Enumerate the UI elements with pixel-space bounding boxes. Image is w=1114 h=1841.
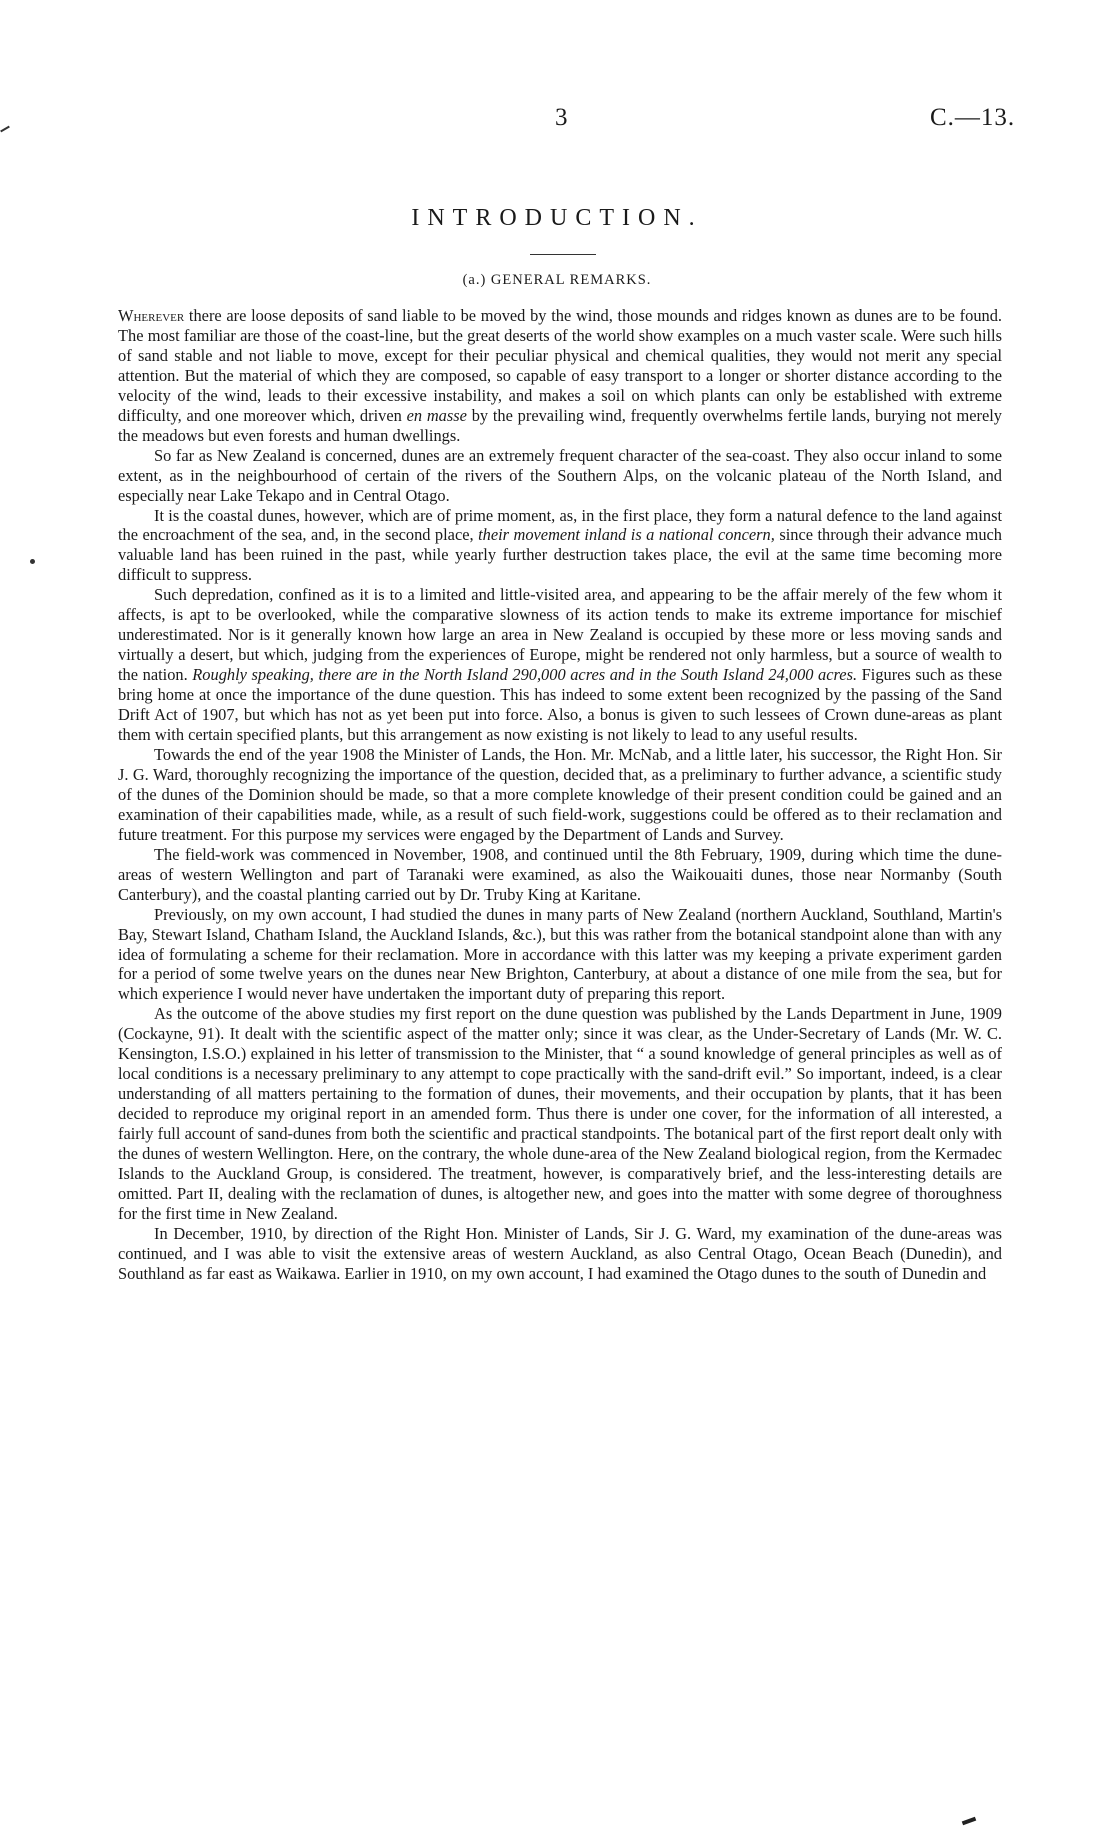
body-text: [118, 306, 1002, 1284]
paragraph-text: there are loose deposits of sand liable to be moved by the wind, those mounds and ridges known as dunes are to be found. The most familiar are those of the coast-line, but the great deserts of the world show examples on a much vaster scale. Were such hills of sand stable and not liable to move, except for their peculiar physical and chemical qualities, they would not merit any special attention. But the material of which they are composed, so capable of easy transport to a longer or shorter distance according to the velocity of the wind, leads to their excessive instability, and makes a soil on which plants can only be established with extreme difficulty, and one moreover which, driven: [118, 306, 1002, 425]
page-number: 3: [555, 104, 569, 131]
paragraph-text: by the prevailing wind, frequently overwhelms fertile lands, burying not merely the meadows but even forests and human dwellings.: [118, 405, 1002, 445]
italic-phrase: Roughly speaking, there are in the North Island 290,000 acres and in the South Island 24,000 acres.: [192, 665, 858, 685]
title-rule: [530, 254, 596, 255]
page-title: INTRODUCTION.: [411, 205, 703, 231]
paragraph-text: As the outcome of the above studies my first report on the dune question was published by the Lands Department in June, 1909 (Cockayne, 91). It dealt with the scientific aspect of the matter only; since it was clear, as the Under-Secretary of Lands (Mr. W. C. Kensington, I.S.O.) explained in his letter of transmission to the Minister, that “ a sound knowledge of general principles as well as of local conditions is a necessary preliminary to any attempt to cope practically with the sand-drift evil.” So important, indeed, is a clear understanding of all matters pertaining to the formation of dunes, their movements, and their occupation by plants, that it has been decided to reproduce my original report in an amended form. Thus there is under one cover, for the information of all interested, a fairly full account of sand-dunes from both the scientific and practical standpoints. The botanical part of the first report dealt only with the dunes of western Wellington. Here, on the contrary, the whole dune-area of the New Zealand biological region, from the Kermadec Islands to the Auckland Group, is considered. The treatment, however, is comparatively brief, and the less-interesting details are omitted. Part II, dealing with the reclamation of dunes, is altogether new, and goes into the matter with some degree of thoroughness for the first time in New Zealand.: [118, 1004, 1002, 1223]
paragraph-text: So far as New Zealand is concerned, dunes are an extremely frequent character of the sea-coast. They also occur inland to some extent, as in the neighbourhood of certain of the rivers of the Southern Alps, on the volcanic plateau of the North Island, and especially near Lake Tekapo and in Central Otago.: [118, 445, 1002, 505]
margin-pen-mark: [0, 126, 10, 133]
paragraph-text: since through their advance much valuable land has been ruined in the past, while yearly further destruction takes place, the evil at the same time becoming more difficult to suppress.: [118, 525, 1002, 585]
paragraph: [118, 845, 1002, 905]
paragraph-text: It is the coastal dunes, however, which are of prime moment, as, in the first place, they form a natural defence to the land against the encroachment of the sea, and, in the second place,: [118, 505, 1002, 545]
paragraph-text: Figures such as these bring home at once the importance of the dune question. This has indeed to some extent been recognized by the passing of the Sand Drift Act of 1907, but which has not as yet been put into force. Also, a bonus is given to such lessees of Crown dune-areas as plant them with certain specified plants, but this arrangement as now existing is not likely to lead to any useful results.: [118, 665, 1002, 745]
lead-word: Wherever: [118, 306, 185, 325]
paragraph: [118, 745, 1002, 845]
paragraph-text: The field-work was commenced in November, 1908, and continued until the 8th February, 1909, during which time the dune-areas of western Wellington and part of Taranaki were examined, as also the Waikouaiti dunes, those near Normanby (South Canterbury), and the coastal planting carried out by Dr. Truby King at Karitane.: [118, 844, 1002, 904]
section-subheading: (a.) GENERAL REMARKS.: [462, 272, 652, 288]
paragraph: [118, 1224, 1002, 1284]
margin-dot-mark: [30, 559, 35, 564]
paragraph: [118, 306, 1002, 446]
paragraph-text: In December, 1910, by direction of the Right Hon. Minister of Lands, Sir J. G. Ward, my examination of the dune-areas was continued, and I was able to visit the extensive areas of western Auckland, as also Central Otago, Ocean Beach (Dunedin), and Southland as far east as Waikawa. Earlier in 1910, on my own account, I had examined the Otago dunes to the south of Dunedin and: [118, 1223, 1002, 1283]
document-code: C.—13.: [930, 104, 1016, 131]
paragraph-text: Such depredation, confined as it is to a limited and little-visited area, and appearing to be the affair merely of the few whom it affects, is apt to be overlooked, while the comparative slowness of its action tends to make its extreme importance for mischief underestimated. Nor is it generally known how large an area in New Zealand is occupied by these more or less moving sands and virtually a desert, but which, judging from the experiences of Europe, might be rendered not only harmless, but a source of wealth to the nation.: [118, 585, 1002, 685]
paragraph: [118, 585, 1002, 745]
paragraph: [118, 1004, 1002, 1223]
paragraph: [118, 506, 1002, 586]
paragraph-text: Previously, on my own account, I had studied the dunes in many parts of New Zealand (northern Auckland, Southland, Martin's Bay, Stewart Island, Chatham Island, the Auckland Islands, &c.), but this was rather from the botanical standpoint alone than with any idea of formulating a scheme for their reclamation. More in accordance with this latter was my keeping a private experiment garden for a period of some twelve years on the dunes near New Brighton, Canterbury, at about a distance of one mile from the sea, but for which experience I would never have undertaken the important duty of preparing this report.: [118, 904, 1002, 1004]
paragraph: [118, 446, 1002, 506]
italic-phrase: their movement inland is a national concern,: [478, 525, 775, 545]
paragraph: [118, 905, 1002, 1005]
paragraph-text: Towards the end of the year 1908 the Minister of Lands, the Hon. Mr. McNab, and a little later, his successor, the Right Hon. Sir J. G. Ward, thoroughly recognizing the importance of the question, decided that, as a preliminary to further advance, a scientific study of the dunes of the Dominion should be made, so that a more complete knowledge of their present condition could be gained and an examination of their capabilities made, while, as a result of such field-work, suggestions could be offered as to their reclamation and future treatment. For this purpose my services were engaged by the Department of Lands and Survey.: [118, 744, 1002, 844]
italic-phrase: en masse: [406, 405, 467, 425]
margin-pen-mark: [962, 1817, 977, 1826]
